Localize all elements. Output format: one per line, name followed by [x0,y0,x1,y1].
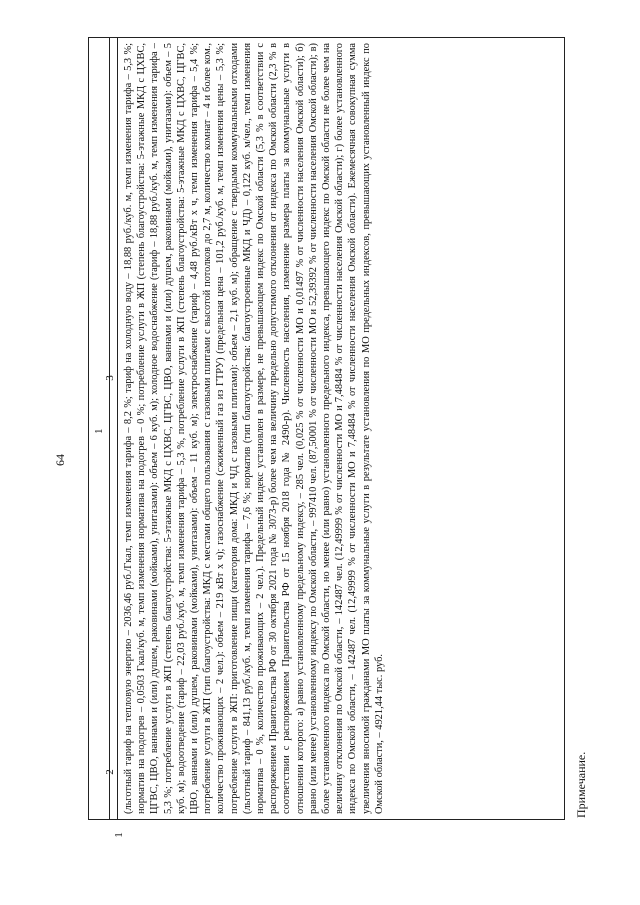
table-border-right [88,37,565,38]
table-border-left [88,819,565,820]
header-num-1-text: 1 [112,832,125,838]
table-row-divider-2 [117,37,118,820]
table-cell-text: (льготный тариф на тепловую энергию – 2036,46 руб./Гкал, темп изменения тарифа – 8,2 %; тариф на холодную воду – 18,88 руб./куб. м, темп изменения тарифа – 5,3 %; норматив на подогрев – 0,0503 Гкал/куб. м, темп изменения норматива на подогрев – 0 %; потребление услуги в ЖП (степень благоустройства: 5-этажные МКД с ЦХВС, ЦГВС, ЦВО, ваннами и (или) душем, раковинами (мойками), унитазами): объем – 6 куб. м); холодное водоснабжение (тариф – 18,88 руб./куб. м, темп изменения тарифа – 5,3 %; потребление услуги в ЖП (степень благоустройства: 5-этажные МКД с ЦХВС, ЦГВС, ЦВО, ваннами и (или) душем, раковинами (мойками), унитазами): объем – 5 куб. м); водоотведение (тариф – 22,03 руб./куб. м, темп изменения тарифа – 5,3 %, потребление услуги в ЖП (степень благоустройства: 5-этажные МКД с ЦХВС, ЦГВС, ЦВО, ваннами и (или) душем, раковинами (мойками), унитазами): объем – 11 куб. м); электроснабжение (тариф – 4,48 руб./кВт х ч, темп изменения тарифа – 5,4 %; потребление услуги в ЖП (тип благоустройства: МКД с местами общего пользования с газовыми плитами с высотой потолков до 2,7 м, количество комнат – 4 и более ком., количество проживающих – 2 чел.): объем – 219 кВт х ч); газоснабжение (сжиженный газ из ГТРУ) (предельная цена – 101,2 руб./куб. м, темп изменения цены – 5,3 %; потребление услуги в ЖП: приготовление пищи (категория дома: МКД и ЧД с газовыми плитами): объем – 2,1 куб. м); обращение с твердыми коммунальными отходами (льготный тариф – 841,13 руб./куб. м, темп изменения тарифа – 7,6 %; норматив (тип благоустройства: благоустроенные МКД и ЧД) – 0,122 куб. м/чел., темп изменения норматива – 0 %, количество проживающих – 2 чел.). Предельный индекс установлен в размере, не превышающем индекс по Омской области (5,3 % в соответствии с распоряжением Правительства РФ от 30 октября 2021 года № 3073-р) более чем на величину предельно допустимого отклонения от индекса по Омской области (2,3 % в соответствии с распоряжением Правительства РФ от 15 ноября 2018 года № 2490-р). Численность населения, изменение размера платы за коммунальные услуги в отношении которого: а) равно установленному предельному индексу, – 285 чел. (0,025 % от численности МО и 0,01497 % от численности населения Омской области); б) равно (или менее) установленному индексу по Омской области, – 997410 чел. (87,50001 % от численности МО и 52,39392 % от численности населения Омской области); в) более установленного индекса по Омской области, но менее (или равно) установленного предельного индекса, превышающего индекс по Омской области не более чем на величину отклонения по Омской области, – 142487 чел. (12,49999 % от численности МО и 7,48484 % от численности населения Омской области); г) более установленного индекса по Омской области, – 142487 чел. (12,49999 % от численности МО и 7,48484 % от численности населения Омской области). Ежемесячная совокупная сумма увеличения вносимой гражданами МО платы за коммунальные услуги в результате установления по МО предельных индексов, превышающих установленный индекс по Омской области, – 4921,44 тыс. руб. [123,43,385,814]
header-num-3-text: 3 [103,375,116,381]
header-num-3 [104,375,116,381]
header-num-1 [113,832,125,838]
header-num-2-text: 2 [103,769,116,775]
page-number: 64 [53,454,67,466]
column-header-1: 1 [93,428,105,434]
header-num-2 [104,769,116,775]
table-border-bottom [564,37,565,820]
table [88,37,565,820]
table-row-divider-1 [109,37,110,820]
note-label: Примечание. [574,751,588,818]
table-border-top [88,37,89,820]
